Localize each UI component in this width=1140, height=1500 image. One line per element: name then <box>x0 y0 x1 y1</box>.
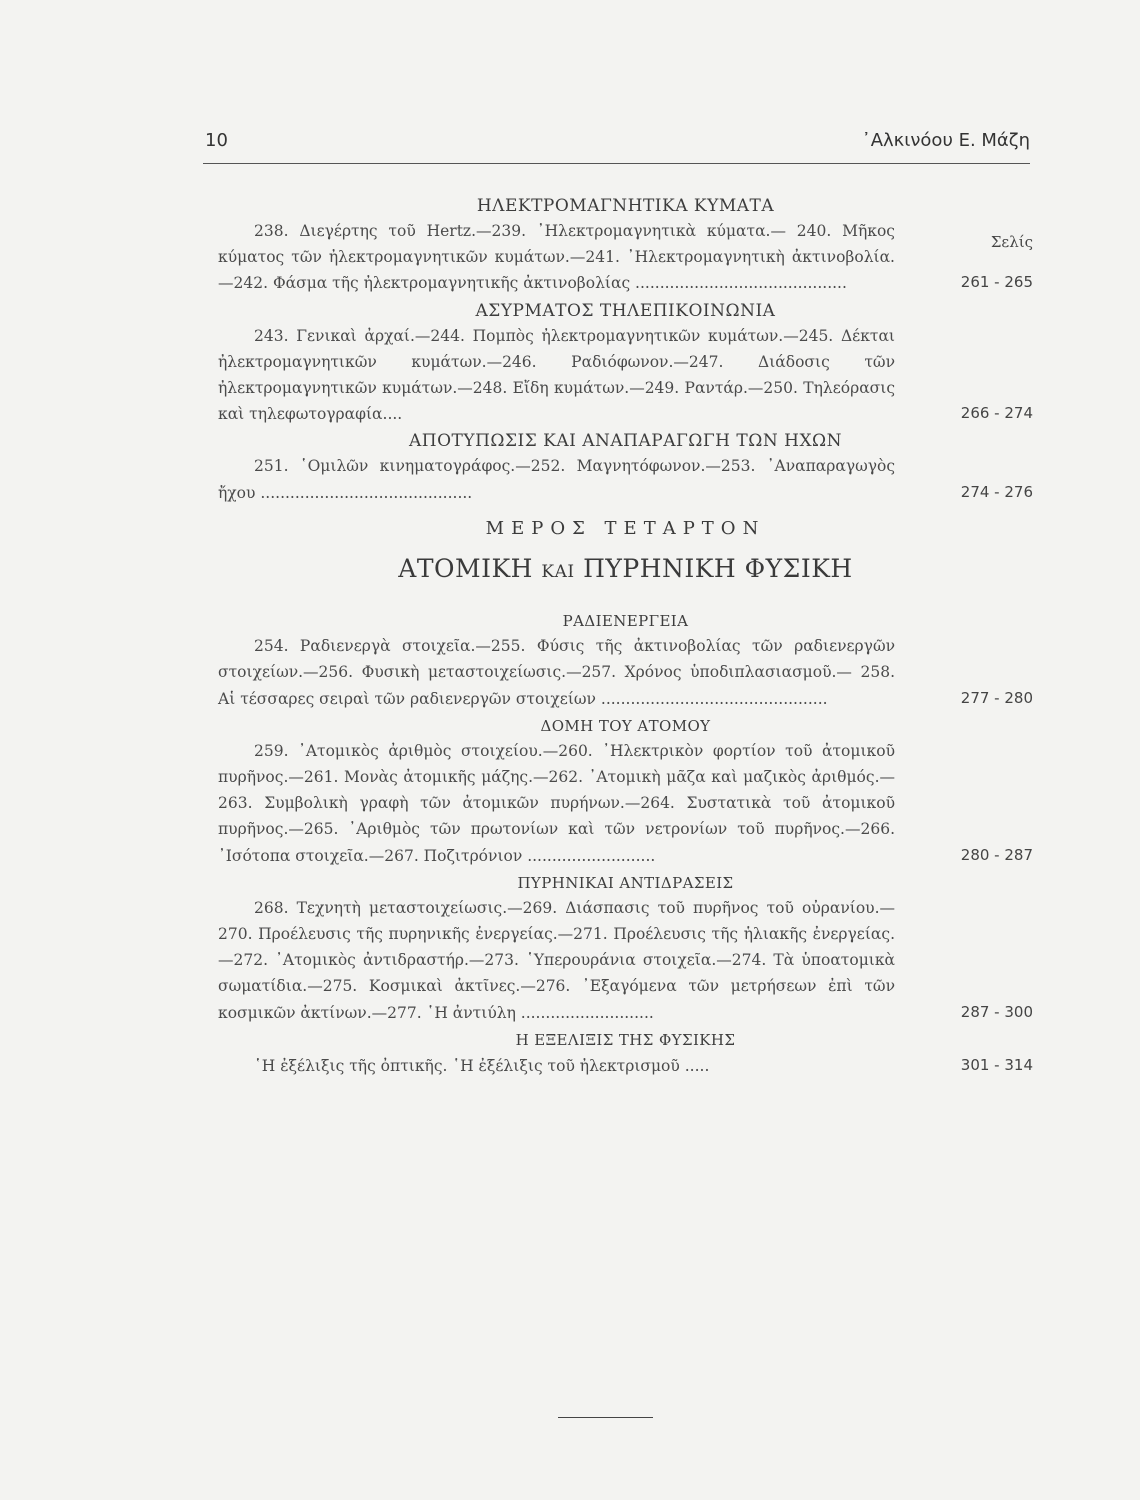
part-title: ΜΕΡΟΣ ΤΕΤΑΡΤΟΝ <box>485 517 766 539</box>
entry-pages: 277 - 280 <box>960 688 1033 707</box>
entry-pages: 266 - 274 <box>960 404 1033 423</box>
part-subtitle-a: ΑΤΟΜΙΚΗ <box>398 554 533 584</box>
section-title-atom-structure: ΔΟΜΗ ΤΟΥ ΑΤΟΜΟΥ <box>540 716 711 735</box>
section-title-wireless: ΑΣΥΡΜΑΤΟΣ ΤΗΛΕΠΙΚΟΙΝΩΝΙΑ <box>475 300 776 321</box>
part-subtitle <box>218 556 1033 585</box>
toc-entry-nuclear-reactions <box>218 895 1033 1026</box>
page-header <box>205 130 1030 160</box>
section-title-em-waves: ΗΛΕΚΤΡΟΜΑΓΝΗΤΙΚΑ ΚΥΜΑΤΑ <box>476 196 775 216</box>
entry-text: 238. Διεγέρτης τοῦ Hertz.—239. ᾿Ηλεκτρομαγνητικὰ κύματα.— 240. Μῆκος κύματος τῶν ἠλεκτρομαγνητικῶν κυμάτων.—241. ᾿Ηλεκτρομαγνητικὴ ἀκτινοβολία.—242. Φάσμα τῆς ἠλεκτρομαγνητικῆς ἀκτινοβολίας ........................................... <box>218 222 895 293</box>
toc-entry-radioactivity <box>218 633 1033 712</box>
entry-text: 251. ῾Ομιλῶν κινηματογράφος.—252. Μαγνητόφωνον.—253. ᾿Αναπαραγωγὸς ἤχου ........................................... <box>218 457 895 502</box>
end-rule <box>558 1417 653 1418</box>
entry-pages: 301 - 314 <box>960 1055 1033 1074</box>
entry-pages: 261 - 265 <box>960 273 1033 292</box>
header-rule <box>203 163 1030 164</box>
entry-text: 254. Ραδιενεργὰ στοιχεῖα.—255. Φύσις τῆς ἀκτινοβολίας τῶν ραδιενεργῶν στοιχείων.—256. Φυσικὴ μεταστοιχείωσις.—257. Χρόνος ὑποδιπλασιασμοῦ.— 258. Αἱ τέσσαρες σειραὶ τῶν ραδιενεργῶν στοιχείων .............................................. <box>218 637 895 708</box>
toc-entry-evolution-physics <box>218 1052 1033 1079</box>
toc-entry-em-waves <box>218 218 1033 297</box>
section-title-evolution-physics: Η ΕΞΕΛΙΞΙΣ ΤΗΣ ΦΥΣΙΚΗΣ <box>515 1030 736 1049</box>
running-head: ᾿Αλκινόου Ε. Μάζη <box>861 130 1030 151</box>
section-title-nuclear-reactions: ΠΥΡΗΝΙΚΑΙ ΑΝΤΙΔΡΑΣΕΙΣ <box>517 873 734 892</box>
entry-text: 268. Τεχνητὴ μεταστοιχείωσις.—269. Διάσπασις τοῦ πυρῆνος τοῦ οὐρανίου.—270. Προέλευσις τῆς πυρηνικῆς ἐνεργείας.—271. Προέλευσις τῆς ἡλιακῆς ἐνεργείας.—272. ᾿Ατομικὸς ἀντιδραστήρ.—273. ῾Υπερουράνια στοιχεῖα.—274. Τὰ ὑποατομικὰ σωματίδια.—275. Κοσμικαὶ ἀκτῖνες.—276. ᾿Εξαγόμενα τῶν μετρήσεων ἐπὶ τῶν κοσμικῶν ἀκτίνων.—277. ῾Η ἀντιύλη ........................... <box>218 898 895 1022</box>
entry-text: 243. Γενικαὶ ἀρχαί.—244. Πομπὸς ἠλεκτρομαγνητικῶν κυμάτων.—245. Δέκται ἠλεκτρομαγνητικῶν κυμάτων.—246. Ραδιόφωνον.—247. Διάδοσις τῶν ἠλεκτρομαγνητικῶν κυμάτων.—248. Εἴδη κυμάτων.—249. Ραντάρ.—250. Τηλεόρασις καὶ τηλεφωτογραφία.... <box>218 326 895 424</box>
toc-entry-wireless <box>218 323 1033 428</box>
page-number: 10 <box>205 130 228 151</box>
part-subtitle-b: ΚΑΙ <box>541 562 575 583</box>
entry-pages: 287 - 300 <box>960 1002 1033 1021</box>
entry-text: 259. ᾿Ατομικὸς ἀριθμὸς στοιχείου.—260. ᾿Ηλεκτρικὸν φορτίον τοῦ ἀτομικοῦ πυρῆνος.—261. Μονὰς ἀτομικῆς μάζης.—262. ᾿Ατομικὴ μᾶζα καὶ μαζικὸς ἀριθμός.—263. Συμβολικὴ γραφὴ τῶν ἀτομικῶν πυρήνων.—264. Συστατικὰ τοῦ ἀτομικοῦ πυρῆνος.—265. ᾿Αριθμὸς τῶν πρωτονίων καὶ τῶν νετρονίων τοῦ πυρῆνος.—266. ᾿Ισότοπα στοιχεῖα.—267. Ποζιτρόνιον .......................... <box>218 741 895 865</box>
entry-pages: 274 - 276 <box>960 482 1033 501</box>
pages-column-label: Σελίς <box>990 233 1033 251</box>
table-of-contents <box>218 192 1033 1079</box>
entry-text: ῾Η ἐξέλιξις τῆς ὀπτικῆς. ῾Η ἐξέλιξις τοῦ ἠλεκτρισμοῦ ..... <box>254 1056 710 1075</box>
entry-pages: 280 - 287 <box>960 845 1033 864</box>
toc-entry-sound-recording <box>218 453 1033 505</box>
part-subtitle-c: ΠΥΡΗΝΙΚΗ ΦΥΣΙΚΗ <box>583 554 853 584</box>
section-title-sound-recording: ΑΠΟΤΥΠΩΣΙΣ ΚΑΙ ΑΝΑΠΑΡΑΓΩΓΗ ΤΩΝ ΗΧΩΝ <box>408 431 843 452</box>
toc-entry-atom-structure <box>218 738 1033 869</box>
section-title-radioactivity: ΡΑΔΙΕΝΕΡΓΕΙΑ <box>562 612 689 631</box>
